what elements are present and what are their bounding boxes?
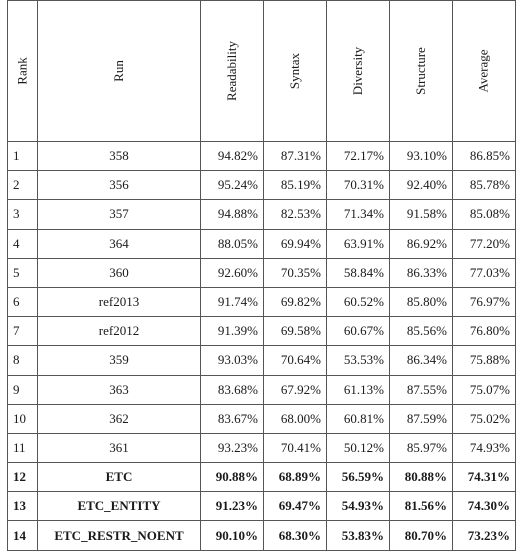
table-row <box>8 492 516 521</box>
table-row <box>8 433 516 462</box>
average-cell: 76.97% <box>453 287 516 316</box>
syntax-cell: 87.31% <box>264 142 327 171</box>
readability-cell: 90.10% <box>201 521 264 550</box>
diversity-cell: 63.91% <box>327 229 390 258</box>
syntax-cell: 68.00% <box>264 404 327 433</box>
rank-cell: 2 <box>8 171 38 200</box>
syntax-cell: 68.30% <box>264 521 327 550</box>
structure-cell: 85.56% <box>390 317 453 346</box>
diversity-cell: 53.53% <box>327 346 390 375</box>
syntax-cell: 69.94% <box>264 229 327 258</box>
diversity-cell: 54.93% <box>327 492 390 521</box>
syntax-cell: 85.19% <box>264 171 327 200</box>
readability-cell: 95.24% <box>201 171 264 200</box>
structure-cell: 85.80% <box>390 287 453 316</box>
table-row <box>8 258 516 287</box>
diversity-cell: 50.12% <box>327 433 390 462</box>
diversity-cell: 58.84% <box>327 258 390 287</box>
table-row <box>8 229 516 258</box>
diversity-cell: 60.81% <box>327 404 390 433</box>
average-cell: 76.80% <box>453 317 516 346</box>
table-row <box>8 317 516 346</box>
diversity-cell: 70.31% <box>327 171 390 200</box>
rank-cell: 11 <box>8 433 38 462</box>
table-row <box>8 287 516 316</box>
table-row <box>8 404 516 433</box>
rank-cell: 9 <box>8 375 38 404</box>
average-cell: 73.23% <box>453 521 516 550</box>
rank-cell: 7 <box>8 317 38 346</box>
run-cell: 359 <box>38 346 201 375</box>
rank-cell: 1 <box>8 142 38 171</box>
run-cell: ETC_RESTR_NOENT <box>38 521 201 550</box>
run-cell: ref2013 <box>38 287 201 316</box>
average-cell: 74.30% <box>453 492 516 521</box>
run-cell: ETC_ENTITY <box>38 492 201 521</box>
average-cell: 85.08% <box>453 200 516 229</box>
run-cell: 358 <box>38 142 201 171</box>
rank-cell: 4 <box>8 229 38 258</box>
syntax-cell: 70.35% <box>264 258 327 287</box>
diversity-cell: 53.83% <box>327 521 390 550</box>
header-structure: Structure <box>390 1 453 142</box>
run-cell: 363 <box>38 375 201 404</box>
rank-cell: 5 <box>8 258 38 287</box>
structure-cell: 93.10% <box>390 142 453 171</box>
diversity-cell: 72.17% <box>327 142 390 171</box>
average-cell: 75.07% <box>453 375 516 404</box>
readability-cell: 83.68% <box>201 375 264 404</box>
header-syntax: Syntax <box>264 1 327 142</box>
rank-cell: 8 <box>8 346 38 375</box>
average-cell: 86.85% <box>453 142 516 171</box>
header-average: Average <box>453 1 516 142</box>
syntax-cell: 70.41% <box>264 433 327 462</box>
syntax-cell: 69.58% <box>264 317 327 346</box>
readability-cell: 91.39% <box>201 317 264 346</box>
structure-cell: 85.97% <box>390 433 453 462</box>
run-cell: ref2012 <box>38 317 201 346</box>
structure-cell: 86.92% <box>390 229 453 258</box>
rank-cell: 12 <box>8 463 38 492</box>
rank-cell: 3 <box>8 200 38 229</box>
structure-cell: 86.34% <box>390 346 453 375</box>
table-body <box>8 142 516 551</box>
run-cell: 362 <box>38 404 201 433</box>
run-cell: ETC <box>38 463 201 492</box>
average-cell: 74.93% <box>453 433 516 462</box>
readability-cell: 91.23% <box>201 492 264 521</box>
syntax-cell: 70.64% <box>264 346 327 375</box>
table-row <box>8 375 516 404</box>
readability-cell: 90.88% <box>201 463 264 492</box>
run-cell: 357 <box>38 200 201 229</box>
diversity-cell: 71.34% <box>327 200 390 229</box>
average-cell: 77.03% <box>453 258 516 287</box>
readability-cell: 83.67% <box>201 404 264 433</box>
average-cell: 75.88% <box>453 346 516 375</box>
run-cell: 361 <box>38 433 201 462</box>
table-row <box>8 346 516 375</box>
diversity-cell: 60.52% <box>327 287 390 316</box>
rank-cell: 10 <box>8 404 38 433</box>
structure-cell: 87.59% <box>390 404 453 433</box>
syntax-cell: 69.82% <box>264 287 327 316</box>
header-run: Run <box>38 1 201 142</box>
syntax-cell: 67.92% <box>264 375 327 404</box>
results-table-container <box>7 0 516 551</box>
readability-cell: 93.23% <box>201 433 264 462</box>
syntax-cell: 82.53% <box>264 200 327 229</box>
structure-cell: 80.88% <box>390 463 453 492</box>
readability-cell: 92.60% <box>201 258 264 287</box>
structure-cell: 91.58% <box>390 200 453 229</box>
readability-cell: 94.82% <box>201 142 264 171</box>
syntax-cell: 69.47% <box>264 492 327 521</box>
run-cell: 360 <box>38 258 201 287</box>
header-readability: Readability <box>201 1 264 142</box>
diversity-cell: 61.13% <box>327 375 390 404</box>
average-cell: 77.20% <box>453 229 516 258</box>
average-cell: 85.78% <box>453 171 516 200</box>
header-row <box>8 1 516 142</box>
table-row <box>8 521 516 550</box>
structure-cell: 92.40% <box>390 171 453 200</box>
readability-cell: 94.88% <box>201 200 264 229</box>
structure-cell: 86.33% <box>390 258 453 287</box>
readability-cell: 91.74% <box>201 287 264 316</box>
structure-cell: 87.55% <box>390 375 453 404</box>
rank-cell: 13 <box>8 492 38 521</box>
results-table <box>7 0 516 551</box>
table-row <box>8 171 516 200</box>
rank-cell: 6 <box>8 287 38 316</box>
average-cell: 74.31% <box>453 463 516 492</box>
syntax-cell: 68.89% <box>264 463 327 492</box>
diversity-cell: 60.67% <box>327 317 390 346</box>
table-row <box>8 463 516 492</box>
average-cell: 75.02% <box>453 404 516 433</box>
structure-cell: 81.56% <box>390 492 453 521</box>
run-cell: 356 <box>38 171 201 200</box>
readability-cell: 93.03% <box>201 346 264 375</box>
run-cell: 364 <box>38 229 201 258</box>
readability-cell: 88.05% <box>201 229 264 258</box>
rank-cell: 14 <box>8 521 38 550</box>
structure-cell: 80.70% <box>390 521 453 550</box>
header-rank: Rank <box>8 1 38 142</box>
table-row <box>8 200 516 229</box>
table-row <box>8 142 516 171</box>
header-diversity: Diversity <box>327 1 390 142</box>
diversity-cell: 56.59% <box>327 463 390 492</box>
